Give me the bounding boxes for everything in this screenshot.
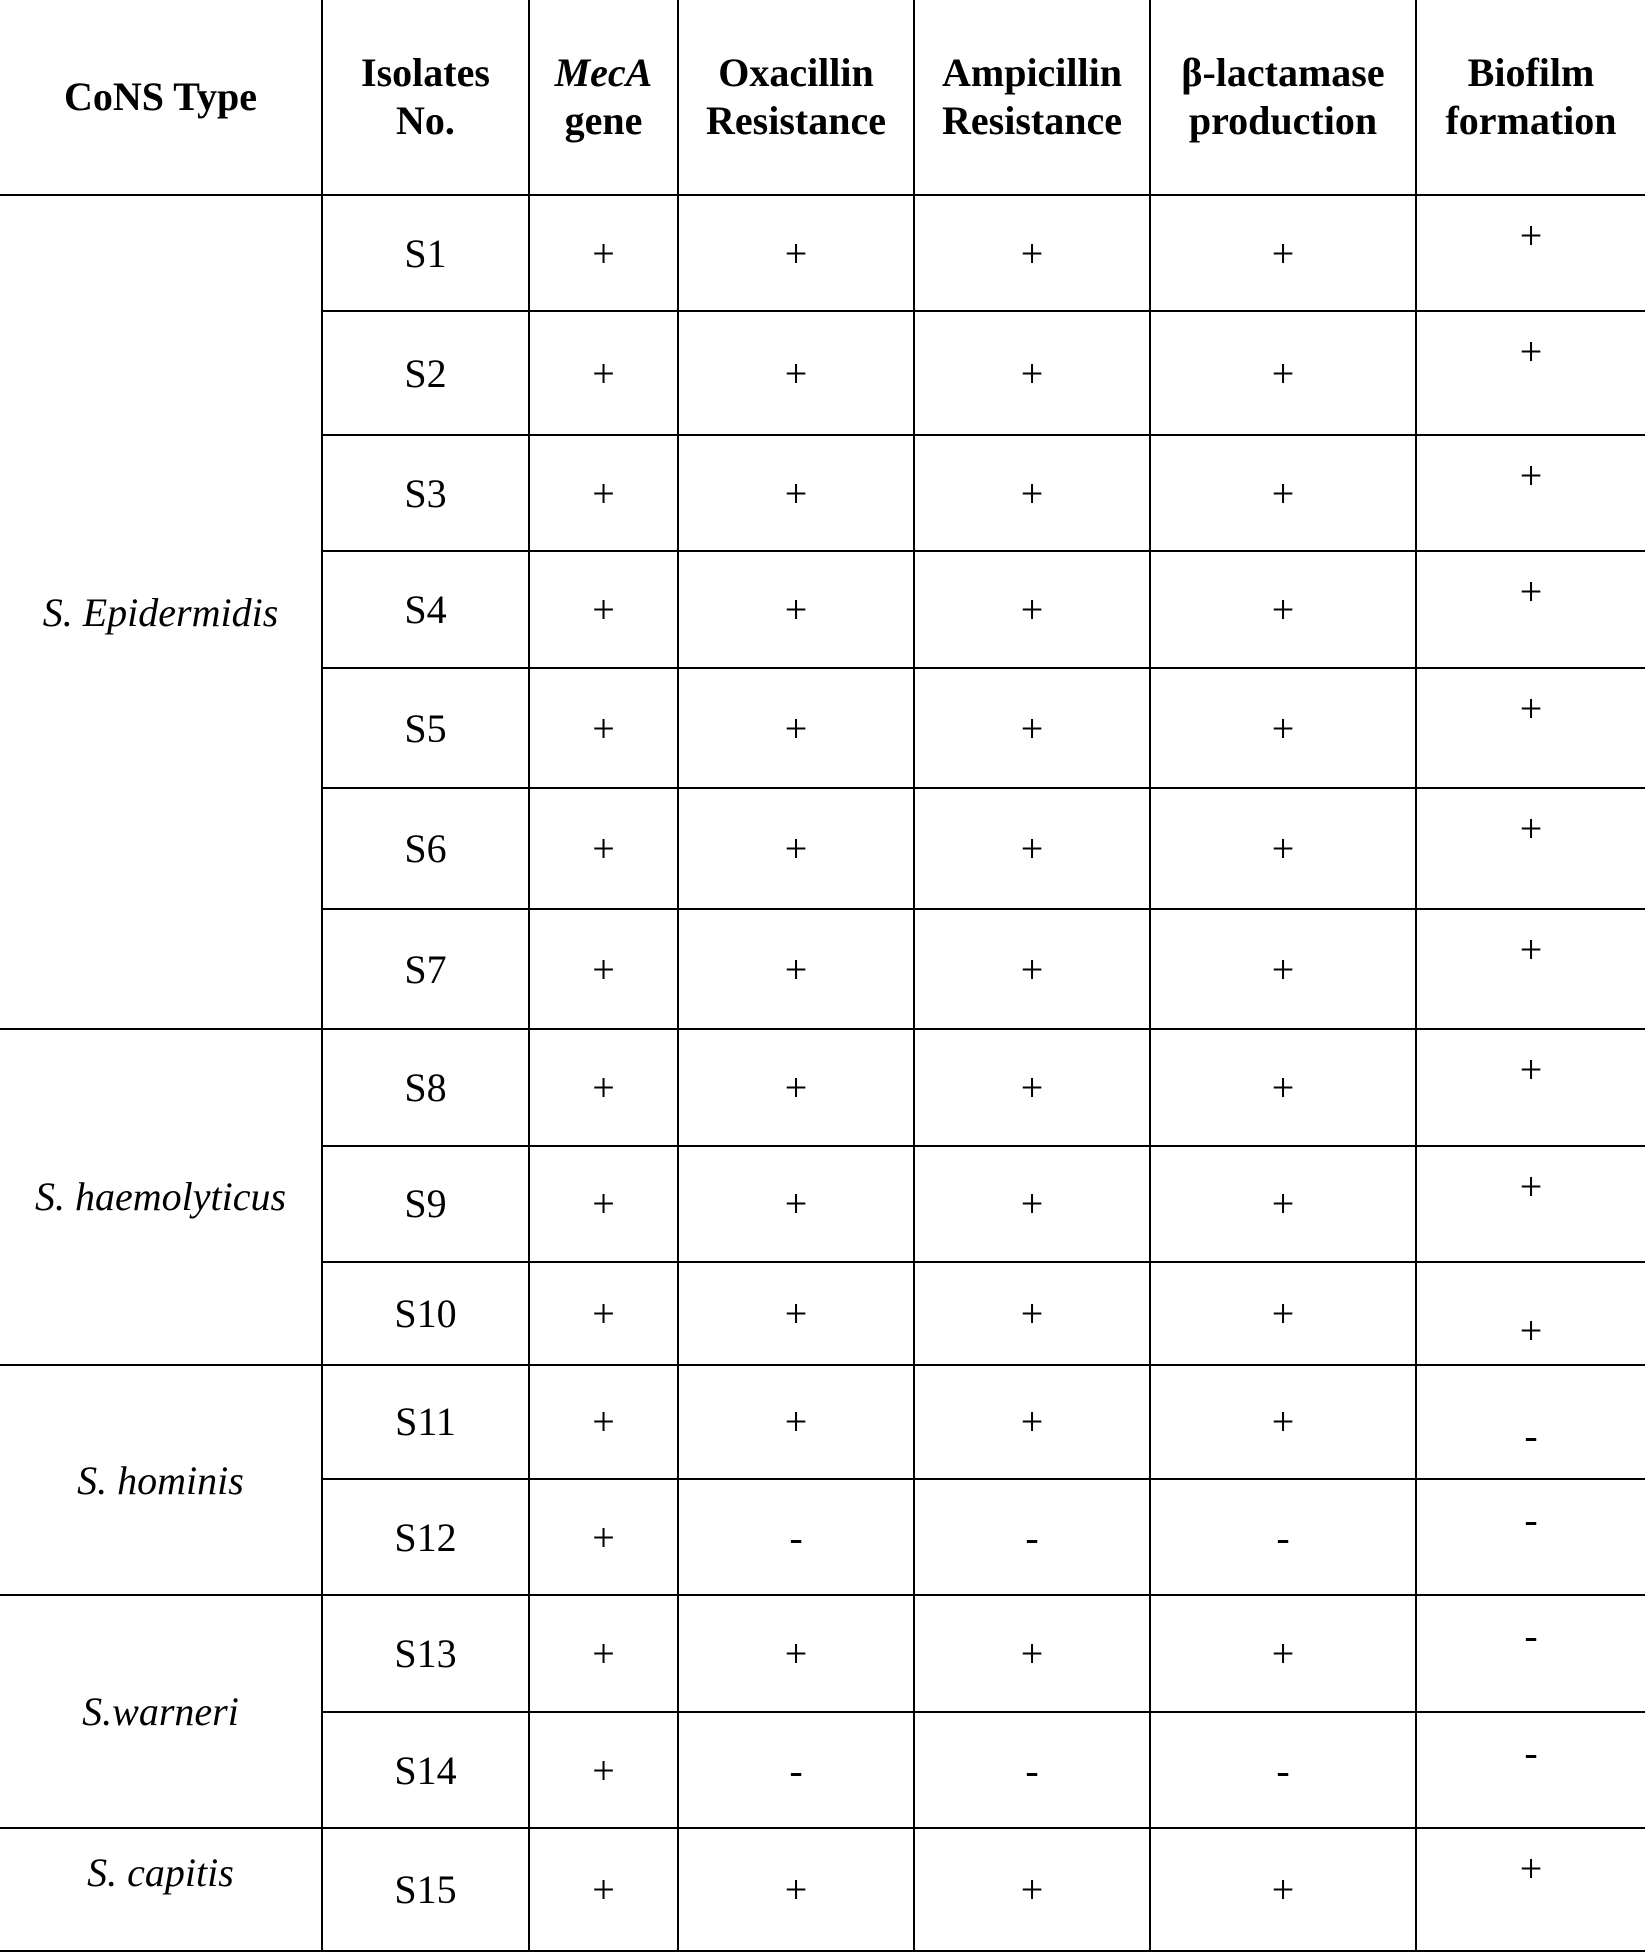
meca-cell: + <box>529 435 678 551</box>
ampicillin-cell: + <box>914 311 1150 434</box>
biofilm-cell: + <box>1416 435 1645 551</box>
table-row <box>0 1828 1645 1951</box>
header-oxacillin-resistance-line-2: Resistance <box>706 98 886 143</box>
isolate-cell: S5 <box>322 668 529 788</box>
isolate-cell: S10 <box>322 1262 529 1364</box>
isolate-cell: S7 <box>322 909 529 1029</box>
ampicillin-cell: + <box>914 668 1150 788</box>
isolate-cell: S4 <box>322 551 529 667</box>
cons-type-cell-haemolyticus: S. haemolyticus <box>0 1029 322 1364</box>
beta-lactamase-cell: + <box>1150 1029 1416 1145</box>
beta-lactamase-cell: + <box>1150 1595 1416 1711</box>
oxacillin-cell: + <box>678 311 914 434</box>
biofilm-cell: + <box>1416 1029 1645 1145</box>
beta-lactamase-cell: + <box>1150 195 1416 311</box>
header-cons-type <box>0 0 322 195</box>
oxacillin-cell: + <box>678 1262 914 1364</box>
cons-type-cell-capitis: S. capitis <box>0 1828 322 1951</box>
biofilm-cell: + <box>1416 909 1645 1029</box>
oxacillin-cell: + <box>678 1365 914 1479</box>
ampicillin-cell: + <box>914 1262 1150 1364</box>
header-meca-gene <box>529 0 678 195</box>
oxacillin-cell: - <box>678 1712 914 1828</box>
ampicillin-cell: + <box>914 1828 1150 1951</box>
meca-cell: + <box>529 551 678 667</box>
ampicillin-cell: - <box>914 1479 1150 1595</box>
ampicillin-cell: + <box>914 195 1150 311</box>
ampicillin-cell: + <box>914 909 1150 1029</box>
oxacillin-cell: + <box>678 1828 914 1951</box>
biofilm-cell: + <box>1416 1262 1645 1364</box>
meca-cell: + <box>529 1828 678 1951</box>
header-cons-type-line-1: CoNS Type <box>63 74 257 119</box>
oxacillin-cell: + <box>678 435 914 551</box>
isolate-cell: S12 <box>322 1479 529 1595</box>
meca-cell: + <box>529 668 678 788</box>
ampicillin-cell: + <box>914 788 1150 908</box>
oxacillin-cell: - <box>678 1479 914 1595</box>
header-beta-lactamase-production-line-1: β-lactamase <box>1181 50 1385 95</box>
isolate-cell: S3 <box>322 435 529 551</box>
beta-lactamase-cell: + <box>1150 1365 1416 1479</box>
oxacillin-cell: + <box>678 1595 914 1711</box>
biofilm-cell: - <box>1416 1712 1645 1828</box>
header-oxacillin-resistance-line-1: Oxacillin <box>718 50 874 95</box>
header-ampicillin-resistance-line-2: Resistance <box>942 98 1122 143</box>
ampicillin-cell: + <box>914 1365 1150 1479</box>
beta-lactamase-cell: + <box>1150 1262 1416 1364</box>
ampicillin-cell: + <box>914 1595 1150 1711</box>
meca-cell: + <box>529 1365 678 1479</box>
beta-lactamase-cell: - <box>1150 1479 1416 1595</box>
header-isolates-no-line-2: No. <box>396 98 455 143</box>
table-header <box>0 0 1645 195</box>
isolate-cell: S14 <box>322 1712 529 1828</box>
beta-lactamase-cell: + <box>1150 788 1416 908</box>
oxacillin-cell: + <box>678 668 914 788</box>
beta-lactamase-cell: + <box>1150 551 1416 667</box>
isolate-cell: S6 <box>322 788 529 908</box>
table-row <box>0 1365 1645 1479</box>
meca-cell: + <box>529 909 678 1029</box>
isolate-cell: S8 <box>322 1029 529 1145</box>
meca-cell: + <box>529 1262 678 1364</box>
meca-cell: + <box>529 195 678 311</box>
table-body <box>0 195 1645 1951</box>
table-row <box>0 1029 1645 1145</box>
header-biofilm-formation <box>1416 0 1645 195</box>
oxacillin-cell: + <box>678 1146 914 1262</box>
biofilm-cell: + <box>1416 1828 1645 1951</box>
table-row <box>0 1595 1645 1711</box>
isolate-cell: S15 <box>322 1828 529 1951</box>
biofilm-cell: + <box>1416 788 1645 908</box>
meca-cell: + <box>529 1479 678 1595</box>
header-isolates-no-line-1: Isolates <box>361 50 490 95</box>
oxacillin-cell: + <box>678 1029 914 1145</box>
oxacillin-cell: + <box>678 195 914 311</box>
meca-cell: + <box>529 788 678 908</box>
biofilm-cell: - <box>1416 1595 1645 1711</box>
oxacillin-cell: + <box>678 551 914 667</box>
isolate-cell: S2 <box>322 311 529 434</box>
cons-type-cell-warneri: S.warneri <box>0 1595 322 1828</box>
biofilm-cell: + <box>1416 311 1645 434</box>
ampicillin-cell: + <box>914 435 1150 551</box>
beta-lactamase-cell: + <box>1150 668 1416 788</box>
meca-cell: + <box>529 1029 678 1145</box>
meca-cell: + <box>529 1146 678 1262</box>
ampicillin-cell: + <box>914 1146 1150 1262</box>
beta-lactamase-cell: + <box>1150 1146 1416 1262</box>
ampicillin-cell: + <box>914 1029 1150 1145</box>
biofilm-cell: + <box>1416 668 1645 788</box>
isolate-cell: S1 <box>322 195 529 311</box>
beta-lactamase-cell: - <box>1150 1712 1416 1828</box>
oxacillin-cell: + <box>678 909 914 1029</box>
ampicillin-cell: - <box>914 1712 1150 1828</box>
beta-lactamase-cell: + <box>1150 435 1416 551</box>
cons-type-cell-hominis: S. hominis <box>0 1365 322 1596</box>
table-row <box>0 195 1645 311</box>
header-beta-lactamase-production-line-2: production <box>1188 98 1378 143</box>
header-beta-lactamase-production <box>1150 0 1416 195</box>
biofilm-cell: - <box>1416 1365 1645 1479</box>
ampicillin-cell: + <box>914 551 1150 667</box>
header-biofilm-formation-line-1: Biofilm <box>1467 50 1595 95</box>
meca-cell: + <box>529 311 678 434</box>
biofilm-cell: - <box>1416 1479 1645 1595</box>
biofilm-cell: + <box>1416 1146 1645 1262</box>
meca-cell: + <box>529 1595 678 1711</box>
cons-type-cell-epidermidis: S. Epidermidis <box>0 195 322 1029</box>
beta-lactamase-cell: + <box>1150 909 1416 1029</box>
header-isolates-no <box>322 0 529 195</box>
header-oxacillin-resistance <box>678 0 914 195</box>
header-meca-gene-line-1: MecA <box>554 50 653 95</box>
meca-cell: + <box>529 1712 678 1828</box>
oxacillin-cell: + <box>678 788 914 908</box>
isolate-cell: S13 <box>322 1595 529 1711</box>
isolate-cell: S9 <box>322 1146 529 1262</box>
header-row <box>0 0 1645 195</box>
header-ampicillin-resistance-line-1: Ampicillin <box>941 50 1123 95</box>
biofilm-cell: + <box>1416 195 1645 311</box>
isolate-cell: S11 <box>322 1365 529 1479</box>
header-meca-gene-line-2: gene <box>564 98 643 143</box>
header-ampicillin-resistance <box>914 0 1150 195</box>
beta-lactamase-cell: + <box>1150 1828 1416 1951</box>
beta-lactamase-cell: + <box>1150 311 1416 434</box>
biofilm-cell: + <box>1416 551 1645 667</box>
header-biofilm-formation-line-2: formation <box>1445 98 1617 143</box>
